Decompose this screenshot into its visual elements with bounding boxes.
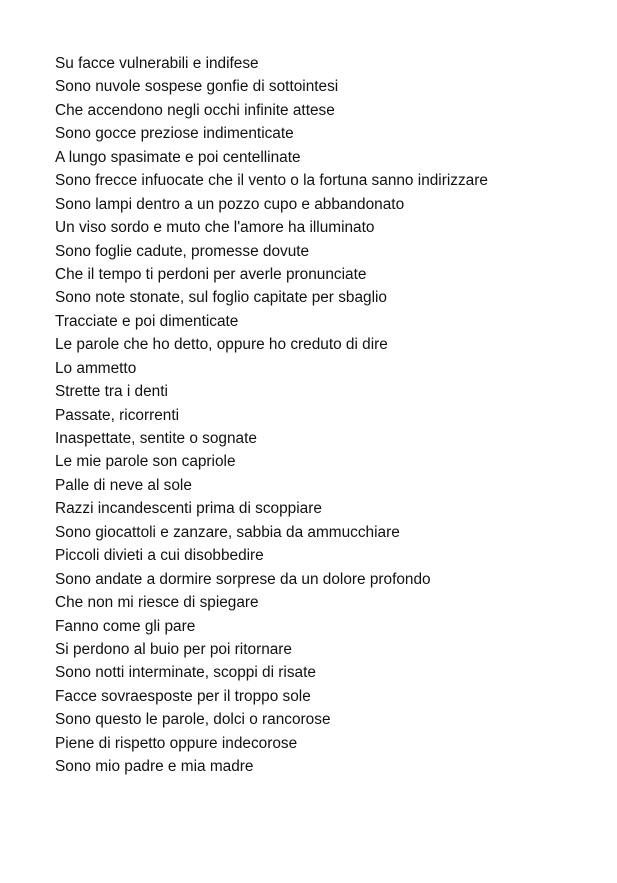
poem-line: Palle di neve al sole xyxy=(55,476,192,494)
poem-line: Sono giocattoli e zanzare, sabbia da ammucchiare xyxy=(55,523,400,541)
poem-line: Passate, ricorrenti xyxy=(55,406,180,424)
poem-line: Fanno come gli pare xyxy=(55,617,196,635)
poem-line: Tracciate e poi dimenticate xyxy=(55,312,239,330)
poem-line: Che accendono negli occhi infinite attese xyxy=(55,101,335,119)
poem-line: Sono andate a dormire sorprese da un dolore profondo xyxy=(55,570,431,588)
poem-line: Che il tempo ti perdoni per averle pronunciate xyxy=(55,265,367,283)
poem-line: Su facce vulnerabili e indifese xyxy=(55,55,259,72)
poem-line: A lungo spasimate e poi centellinate xyxy=(55,148,301,166)
poem-line: Che non mi riesce di spiegare xyxy=(55,594,259,612)
poem-line: Sono questo le parole, dolci o rancorose xyxy=(55,711,331,729)
poem-line: Sono note stonate, sul foglio capitate per sbaglio xyxy=(55,289,387,307)
poem-line: Strette tra i denti xyxy=(55,383,168,401)
poem-line: Sono lampi dentro a un pozzo cupo e abbandonato xyxy=(55,195,405,213)
poem-line: Un viso sordo e muto che l'amore ha illuminato xyxy=(55,219,375,237)
poem-line: Piccoli divieti a cui disobbedire xyxy=(55,547,264,565)
poem-line: Sono foglie cadute, promesse dovute xyxy=(55,242,310,260)
poem-line: Lo ammetto xyxy=(55,359,137,377)
poem-line: Sono gocce preziose indimenticate xyxy=(55,125,294,143)
poem-line: Sono frecce infuocate che il vento o la fortuna sanno indirizzare xyxy=(55,172,488,190)
poem-line: Sono notti interminate, scoppi di risate xyxy=(55,664,316,682)
poem-line: Le parole che ho detto, oppure ho creduto di dire xyxy=(55,336,388,354)
poem-line: Sono mio padre e mia madre xyxy=(55,758,254,776)
poem-text xyxy=(55,52,488,779)
poem-line: Sono nuvole sospese gonfie di sottointesi xyxy=(55,78,339,96)
poem-line: Le mie parole son capriole xyxy=(55,453,236,471)
poem-line: Si perdono al buio per poi ritornare xyxy=(55,640,292,658)
poem-line: Razzi incandescenti prima di scoppiare xyxy=(55,500,322,518)
poem-line: Piene di rispetto oppure indecorose xyxy=(55,734,298,752)
poem-line: Facce sovraesposte per il troppo sole xyxy=(55,687,311,705)
poem-line: Inaspettate, sentite o sognate xyxy=(55,430,257,447)
